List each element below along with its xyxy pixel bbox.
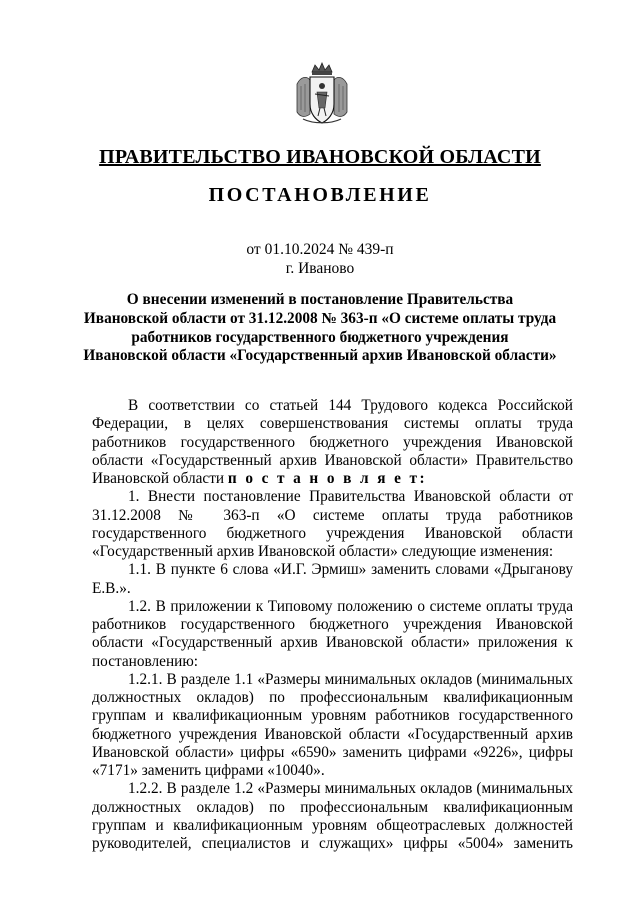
organization-name: ПРАВИТЕЛЬСТВО ИВАНОВСКОЙ ОБЛАСТИ <box>99 146 541 168</box>
paragraph-item-1-1: 1.1. В пункте 6 слова «И.Г. Эрмиш» заменить словами «Дрыганову Е.В.». <box>92 561 573 597</box>
title-line: Ивановской области от 31.12.2008 № 363-п «О системе оплаты труда <box>83 309 557 327</box>
coat-of-arms-icon <box>293 62 351 128</box>
paragraph-item-1-2-1: 1.2.1. В разделе 1.1 «Размеры минимальных окладов (минимальных должностных окладов) по профессиональным квалификационным группам и квалификационным уровням работников государственного бюджетного учреждения Ивановской области «Государственный архив Ивановской области» цифры «6590» заменить цифрами «9226», цифры «7171» заменить цифрами «10040». <box>92 670 573 779</box>
preamble-paragraph <box>92 397 573 488</box>
document-body <box>92 397 573 853</box>
document-date-number: от 01.10.2024 № 439-п <box>246 241 394 258</box>
title-line: работников государственного бюджетного учреждения <box>131 328 509 346</box>
title-line: Ивановской области «Государственный архив Ивановской области» <box>83 347 557 365</box>
resolves-word: п о с т а н о в л я е т: <box>227 470 427 487</box>
paragraph-item-1: 1. Внести постановление Правительства Ивановской области от 31.12.2008 № 363-п «О системе оплаты труда работников государственного бюджетного учреждения Ивановской области «Государственный архив Ивановской области» следующие изменения: <box>92 488 573 560</box>
document-type: ПОСТАНОВЛЕНИЕ <box>208 184 432 206</box>
title-line: О внесении изменений в постановление Правительства <box>126 291 514 308</box>
preamble-text: В соответствии со статьей 144 Трудового кодекса Российской Федерации, в целях совершенствования системы оплаты труда работников государственного бюджетного учреждения Ивановской области «Государственный архив Ивановской области» Правительство Ивановской области <box>92 397 573 487</box>
paragraph-item-1-2: 1.2. В приложении к Типовому положению о системе оплаты труда работников государственного бюджетного учреждения Ивановской области «Государственный архив Ивановской области» приложения к постановлению: <box>92 597 573 670</box>
document-title <box>70 291 570 366</box>
document-city: г. Иваново <box>285 260 355 277</box>
paragraph-item-1-2-2: 1.2.2. В разделе 1.2 «Размеры минимальных окладов (минимальных должностных окладов) по профессиональным квалификационным группам и квалификационным уровням общеотраслевых должностей руководителей, специалистов и служащих» цифры «5004» заменить <box>92 780 573 852</box>
